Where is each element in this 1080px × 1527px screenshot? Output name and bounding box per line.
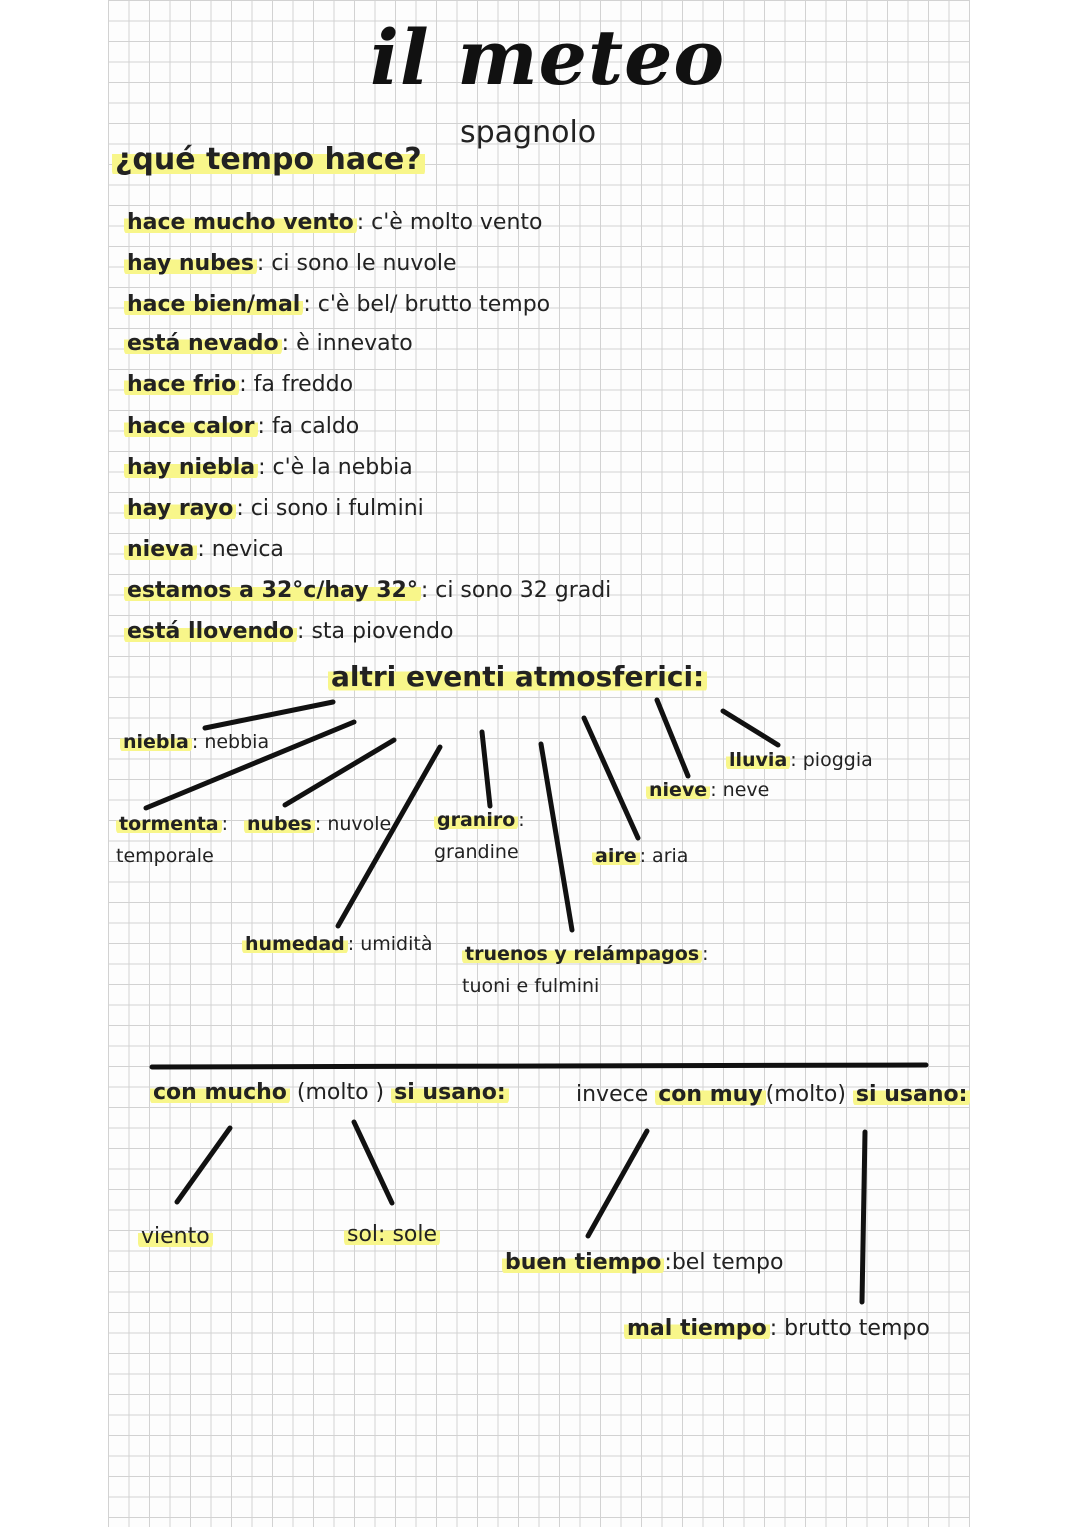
mucho-heading: con mucho (molto ) si usano: [150,1080,509,1105]
phrase-item: hay nubes : ci sono le nuvole [124,253,457,275]
phrase-item: hay rayo : ci sono i fulmini [124,498,424,520]
usage-mal-tiempo: mal tiempo : brutto tempo [624,1316,930,1341]
event-aire: aire : aria [592,840,688,872]
usage-sol: sol: sole [344,1222,440,1247]
usage-buen-tiempo: buen tiempo :bel tempo [502,1250,783,1275]
phrase-item: hay niebla : c'è la nebbia [124,457,413,479]
phrase-item: está nevado : è innevato [124,333,413,355]
phrase-item: está llovendo : sta piovendo [124,621,453,643]
muy-heading: invece con muy (molto) si usano: [576,1082,970,1107]
connector-nieve [657,700,688,776]
event-humedad: humedad : umidità [242,928,432,960]
phrase-item: hace frio : fa freddo [124,374,353,396]
usage-viento: viento [138,1224,213,1249]
other-events-heading: altri eventi atmosferici: [328,660,707,693]
connector-graniro [482,732,490,806]
event-graniro: graniro : grandine [434,809,525,864]
event-nubes: nubes : nuvole [244,808,391,840]
section-question: ¿qué tempo hace? [112,142,425,177]
connector-sol [354,1122,392,1203]
phrase-item: hace bien/mal : c'è bel/ brutto tempo [124,294,550,316]
page-subtitle: spagnolo [460,115,597,150]
connector-viento [177,1128,230,1202]
connector-lluvia [723,711,778,745]
event-tormenta: tormenta : temporale [116,813,229,868]
event-niebla: niebla : nebbia [120,726,269,758]
phrase-item: hace mucho vento : c'è molto vento [124,212,543,234]
connector-aire [584,718,638,838]
event-lluvia: lluvia : pioggia [726,744,873,776]
event-nieve: nieve : neve [646,774,769,806]
connector-nubes [285,740,394,805]
phrase-item: nieva : nevica [124,539,284,561]
connector-truenos [541,744,572,930]
event-truenos: truenos y relámpagos : tuoni e fulmini [462,943,709,998]
phrase-item: estamos a 32°c/hay 32° : ci sono 32 gradi [124,580,611,602]
page-title: il meteo [370,13,726,102]
phrase-item: hace calor : fa caldo [124,416,359,438]
connector-buen [588,1131,647,1236]
connector-mal [862,1132,865,1302]
divider-line [152,1065,926,1067]
connector-niebla [205,702,333,728]
